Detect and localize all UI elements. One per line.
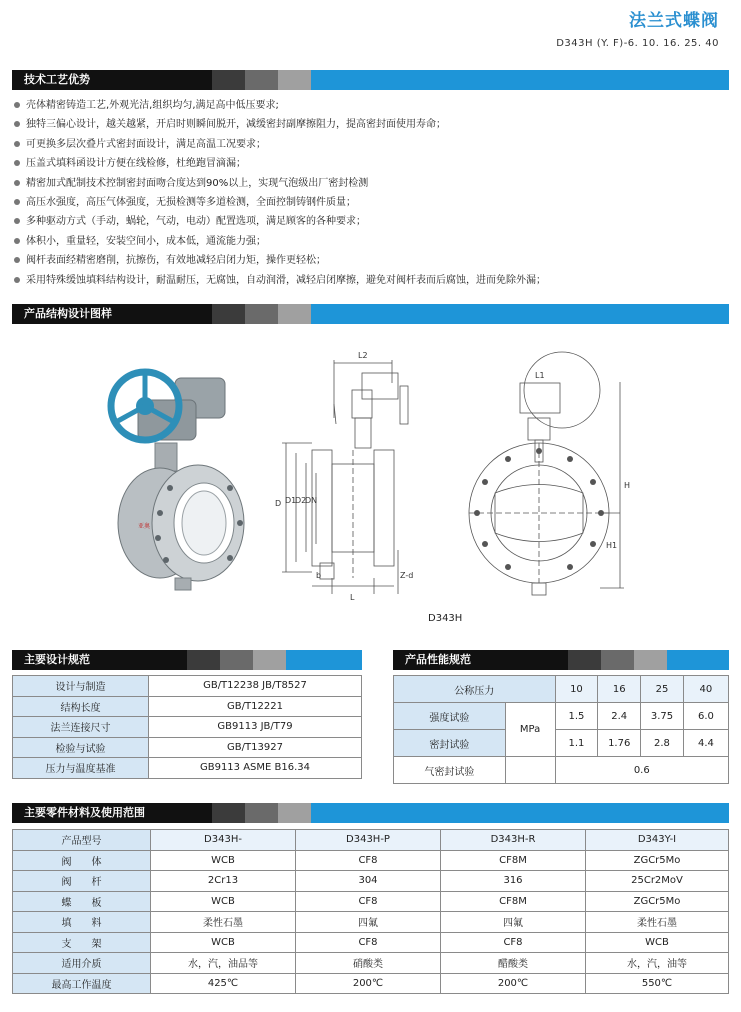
perf-cell: 3.75 — [641, 703, 684, 730]
spec-value: GB9113 ASME B16.34 — [149, 758, 362, 779]
materials-cell: 柔性石墨 — [586, 912, 729, 933]
dim-Zd: Z-d — [400, 571, 414, 580]
section-bar-advantages — [12, 70, 729, 90]
list-item: 可更换多层次叠片式密封面设计，满足高温工况要求； — [14, 135, 729, 154]
dim-L1: L1 — [535, 371, 545, 380]
perf-row-label: 密封试验 — [394, 730, 506, 757]
materials-row-label: 阀 杆 — [13, 871, 151, 892]
valve-drawing — [100, 338, 660, 633]
materials-header: D343Y-I — [586, 830, 729, 851]
spec-value: GB/T12238 JB/T8527 — [149, 676, 362, 697]
list-item: 多种驱动方式（手动，蜗轮，气动，电动）配置选项，满足顾客的各种要求； — [14, 212, 729, 231]
table-row — [13, 696, 362, 717]
materials-row-label: 阀 体 — [13, 850, 151, 871]
list-item: 阀杆表面经精密磨削，抗擦伤，有效地减轻启闭力矩，操作更轻松； — [14, 251, 729, 270]
advantages-list — [14, 96, 729, 290]
list-item: 采用特殊缓蚀填料结构设计，耐温耐压，无腐蚀，自动润滑，减轻启闭摩擦，避免对阀杆表而后腐蚀，进而免除外漏； — [14, 271, 729, 290]
table-row — [13, 891, 729, 912]
spec-value: GB9113 JB/T79 — [149, 717, 362, 738]
dim-DN: DN — [305, 496, 318, 505]
section-bar-structure — [12, 304, 729, 324]
materials-cell: 醋酸类 — [441, 953, 586, 974]
body-mark: 亚奥 — [138, 523, 151, 530]
materials-cell: CF8 — [296, 891, 441, 912]
materials-cell: 200℃ — [296, 973, 441, 994]
materials-cell: 水，汽，油等 — [586, 953, 729, 974]
spec-label: 压力与温度基准 — [13, 758, 149, 779]
materials-cell: WCB — [586, 932, 729, 953]
materials-header: D343H- — [151, 830, 296, 851]
materials-cell: CF8 — [296, 932, 441, 953]
dim-D: D — [275, 499, 282, 508]
materials-cell: 柔性石墨 — [151, 912, 296, 933]
design-spec-table — [12, 675, 362, 779]
table-row — [394, 757, 729, 784]
table-row — [394, 676, 729, 703]
materials-header: 产品型号 — [13, 830, 151, 851]
list-item: 独特三偏心设计，越关越紧，开启时则瞬间脱开，减缓密封副摩擦阻力，提高密封面使用寿命； — [14, 115, 729, 134]
materials-cell: 2Cr13 — [151, 871, 296, 892]
perf-pressure: 10 — [555, 676, 598, 703]
table-row — [13, 676, 362, 697]
section-title-design-spec: 主要设计规范 — [12, 650, 187, 670]
materials-row-label: 最高工作温度 — [13, 973, 151, 994]
perf-cell: 0.6 — [555, 757, 728, 784]
materials-cell: 水，汽，油品等 — [151, 953, 296, 974]
materials-row-label: 适用介质 — [13, 953, 151, 974]
front-view-labels — [535, 371, 630, 550]
materials-cell: 304 — [296, 871, 441, 892]
perf-cell: 1.5 — [555, 703, 598, 730]
perf-cell: 2.4 — [598, 703, 641, 730]
materials-cell: CF8M — [441, 891, 586, 912]
materials-cell: 550℃ — [586, 973, 729, 994]
list-item: 精密加式配制技术控制密封面吻合度达到90%以上，实现气泡级出厂密封检测 — [14, 174, 729, 193]
materials-cell: CF8 — [296, 850, 441, 871]
materials-cell: 200℃ — [441, 973, 586, 994]
table-row — [13, 871, 729, 892]
perf-pressure: 25 — [641, 676, 684, 703]
table-row — [394, 730, 729, 757]
materials-cell: ZGCr5Mo — [586, 891, 729, 912]
perf-unit: MPa — [505, 703, 555, 757]
perf-cell: 2.8 — [641, 730, 684, 757]
dim-L2: L2 — [358, 351, 368, 360]
perf-pressure: 16 — [598, 676, 641, 703]
materials-cell: 四氟 — [441, 912, 586, 933]
spec-value: GB/T12221 — [149, 696, 362, 717]
side-view — [282, 360, 408, 594]
table-row — [13, 912, 729, 933]
dim-L: L — [350, 593, 355, 602]
table-row — [13, 953, 729, 974]
section-title-advantages: 技术工艺优势 — [12, 70, 212, 90]
materials-cell: WCB — [151, 891, 296, 912]
materials-cell: 316 — [441, 871, 586, 892]
list-item: 壳体精密铸造工艺,外观光洁,组织均匀,满足高中低压要求; — [14, 96, 729, 115]
spec-label: 结构长度 — [13, 696, 149, 717]
materials-cell: ZGCr5Mo — [586, 850, 729, 871]
dim-D2: D2 — [295, 496, 307, 505]
perf-row-label: 强度试验 — [394, 703, 506, 730]
table-row — [13, 973, 729, 994]
materials-cell: WCB — [151, 932, 296, 953]
table-row — [13, 758, 362, 779]
list-item: 压盖式填料函设计方便在线检修，杜绝跑冒滴漏； — [14, 154, 729, 173]
perf-header-label: 公称压力 — [394, 676, 556, 703]
table-row — [13, 830, 729, 851]
performance-table — [393, 675, 729, 784]
section-bar-design-spec — [12, 650, 362, 670]
spec-label: 法兰连接尺寸 — [13, 717, 149, 738]
list-item: 高压水强度，高压气体强度，无损检测等多道检测，全面控制铸钢件质量； — [14, 193, 729, 212]
perf-cell: 6.0 — [683, 703, 728, 730]
section-title-structure: 产品结构设计图样 — [12, 304, 212, 324]
section-bar-materials — [12, 803, 729, 823]
table-row — [13, 850, 729, 871]
page-title: 法兰式蝶阀 — [629, 11, 719, 31]
dim-D1: D1 — [285, 496, 297, 505]
list-item: 体积小，重量轻，安装空间小，成本低，通流能力强； — [14, 232, 729, 251]
front-view — [469, 352, 624, 595]
perf-row-label: 气密封试验 — [394, 757, 506, 784]
section-bar-performance — [393, 650, 729, 670]
materials-row-label: 蝶 板 — [13, 891, 151, 912]
perf-cell: 4.4 — [683, 730, 728, 757]
valve-photo — [111, 372, 244, 590]
model-code: D343H (Y. F)-6. 10. 16. 25. 40 — [556, 38, 719, 49]
materials-cell: WCB — [151, 850, 296, 871]
perf-cell: 1.76 — [598, 730, 641, 757]
spec-label: 设计与制造 — [13, 676, 149, 697]
materials-cell: 25Cr2MoV — [586, 871, 729, 892]
structure-drawing — [100, 338, 660, 633]
dim-H1: H1 — [606, 541, 618, 550]
materials-cell: 硝酸类 — [296, 953, 441, 974]
spec-label: 检验与试验 — [13, 737, 149, 758]
materials-header: D343H-R — [441, 830, 586, 851]
materials-row-label: 填 料 — [13, 912, 151, 933]
perf-pressure: 40 — [683, 676, 728, 703]
materials-cell: 四氟 — [296, 912, 441, 933]
spec-value: GB/T13927 — [149, 737, 362, 758]
table-row — [13, 932, 729, 953]
table-row — [13, 737, 362, 758]
table-row — [13, 717, 362, 738]
materials-row-label: 支 架 — [13, 932, 151, 953]
materials-header: D343H-P — [296, 830, 441, 851]
dim-b: b — [316, 571, 322, 580]
perf-cell: 1.1 — [555, 730, 598, 757]
materials-table — [12, 829, 729, 994]
section-title-materials: 主要零件材料及使用范围 — [12, 803, 212, 823]
diagram-caption: D343H — [428, 613, 463, 624]
materials-cell: CF8M — [441, 850, 586, 871]
materials-cell: 425℃ — [151, 973, 296, 994]
materials-cell: CF8 — [441, 932, 586, 953]
section-title-performance: 产品性能规范 — [393, 650, 568, 670]
table-row — [394, 703, 729, 730]
dim-H: H — [624, 481, 631, 490]
